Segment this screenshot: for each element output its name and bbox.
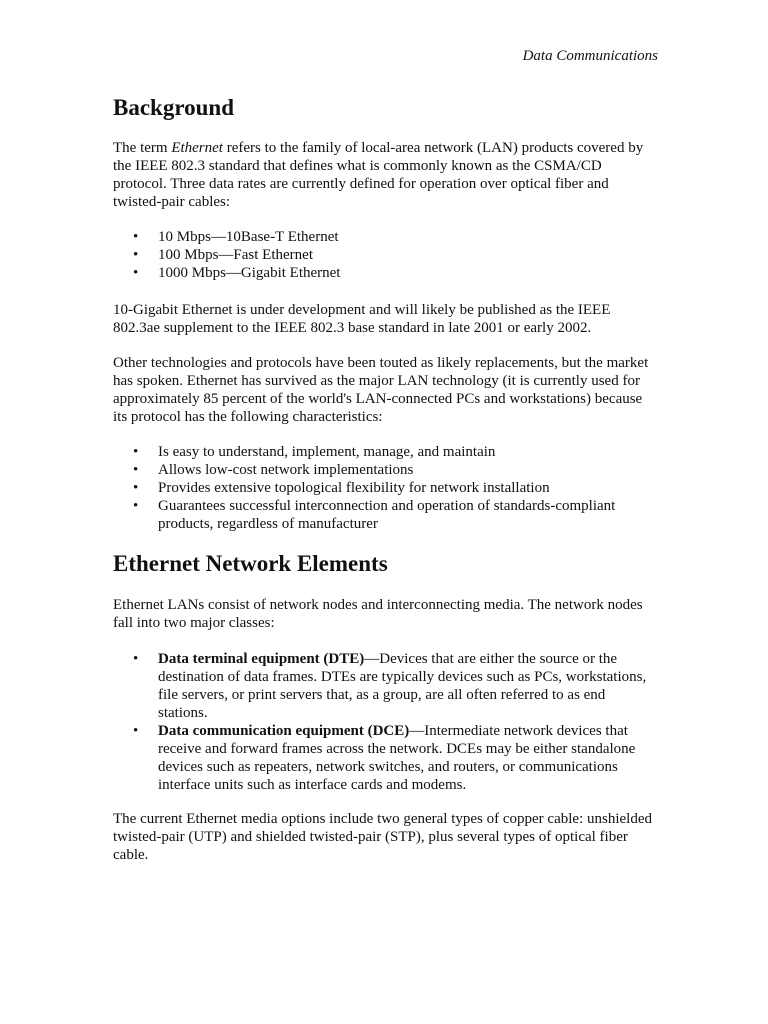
list-item-term: Data communication equipment (DCE) [158, 723, 410, 739]
list-item-text: Guarantees successful interconnection and operation of standards-compliant products, regardless of manufacturer [158, 498, 616, 532]
elements-intro-paragraph: Ethernet LANs consist of network nodes and interconnecting media. The network nodes fall into two major classes: [113, 597, 643, 631]
bullet-icon: • [133, 723, 139, 739]
market-paragraph: Other technologies and protocols have been touted as likely replacements, but the market has spoken. Ethernet has survived as the major LAN technology (it is currently used for approximately 85 percent of the world's LAN-connected PCs and workstations) because its protocol has the following characteristics: [113, 355, 649, 425]
list-item-text: Is easy to understand, implement, manage, and maintain [158, 444, 496, 460]
list-item-text: 100 Mbps—Fast Ethernet [158, 247, 313, 263]
list-item [113, 461, 658, 479]
list-item-term: Data terminal equipment (DTE) [158, 651, 365, 667]
bullet-icon: • [133, 651, 139, 667]
media-paragraph: The current Ethernet media options include two general types of copper cable: unshielded twisted-pair (UTP) and shielded twisted-pair (STP), plus several types of optical fiber cable. [113, 811, 652, 863]
intro-text-after: refers to the family of local-area network (LAN) products covered by the IEEE 802.3 standard that defines what is commonly known as the CSMA/CD protocol. Three data rates are currently defined for operation over optical fiber and twisted-pair cables: [113, 140, 644, 210]
characteristics-list [113, 443, 658, 533]
bullet-icon: • [133, 462, 139, 478]
gigabit-paragraph: 10-Gigabit Ethernet is under development and will likely be published as the IEEE 802.3ae supplement to the IEEE 802.3 base standard in late 2001 or early 2002. [113, 302, 611, 336]
background-intro-paragraph [113, 139, 658, 211]
list-item-text: Provides extensive topological flexibility for network installation [158, 480, 550, 496]
list-item [113, 650, 658, 722]
list-item-text: Allows low-cost network implementations [158, 462, 414, 478]
data-rates-list [113, 228, 658, 282]
bullet-icon: • [133, 480, 139, 496]
bullet-icon: • [133, 265, 139, 281]
list-item-description: —Devices that are either the source or the destination of data frames. DTEs are typically devices such as PCs, workstations, file servers, or print servers that, as a group, are all often referred to as end stations. [158, 651, 647, 721]
list-item [113, 246, 658, 264]
bullet-icon: • [133, 444, 139, 460]
list-item [113, 228, 658, 246]
running-header: Data Communications [522, 48, 658, 64]
node-classes-list [113, 650, 658, 794]
list-item-text: 1000 Mbps—Gigabit Ethernet [158, 265, 341, 281]
bullet-icon: • [133, 229, 139, 245]
intro-term: Ethernet [171, 140, 223, 156]
bullet-icon: • [133, 498, 139, 514]
list-item [113, 479, 658, 497]
list-item-description: —Intermediate network devices that receive and forward frames across the network. DCEs may be either standalone devices such as repeaters, network switches, and routers, or communications interface units such as interface cards and modems. [158, 723, 636, 793]
list-item [113, 264, 658, 282]
intro-text-before: The term [113, 140, 172, 156]
section-heading-network-elements: Ethernet Network Elements [113, 551, 388, 576]
list-item [113, 443, 658, 461]
list-item-text: 10 Mbps—10Base-T Ethernet [158, 229, 339, 245]
list-item [113, 722, 658, 794]
bullet-icon: • [133, 247, 139, 263]
list-item [113, 497, 658, 533]
section-heading-background: Background [113, 95, 235, 120]
